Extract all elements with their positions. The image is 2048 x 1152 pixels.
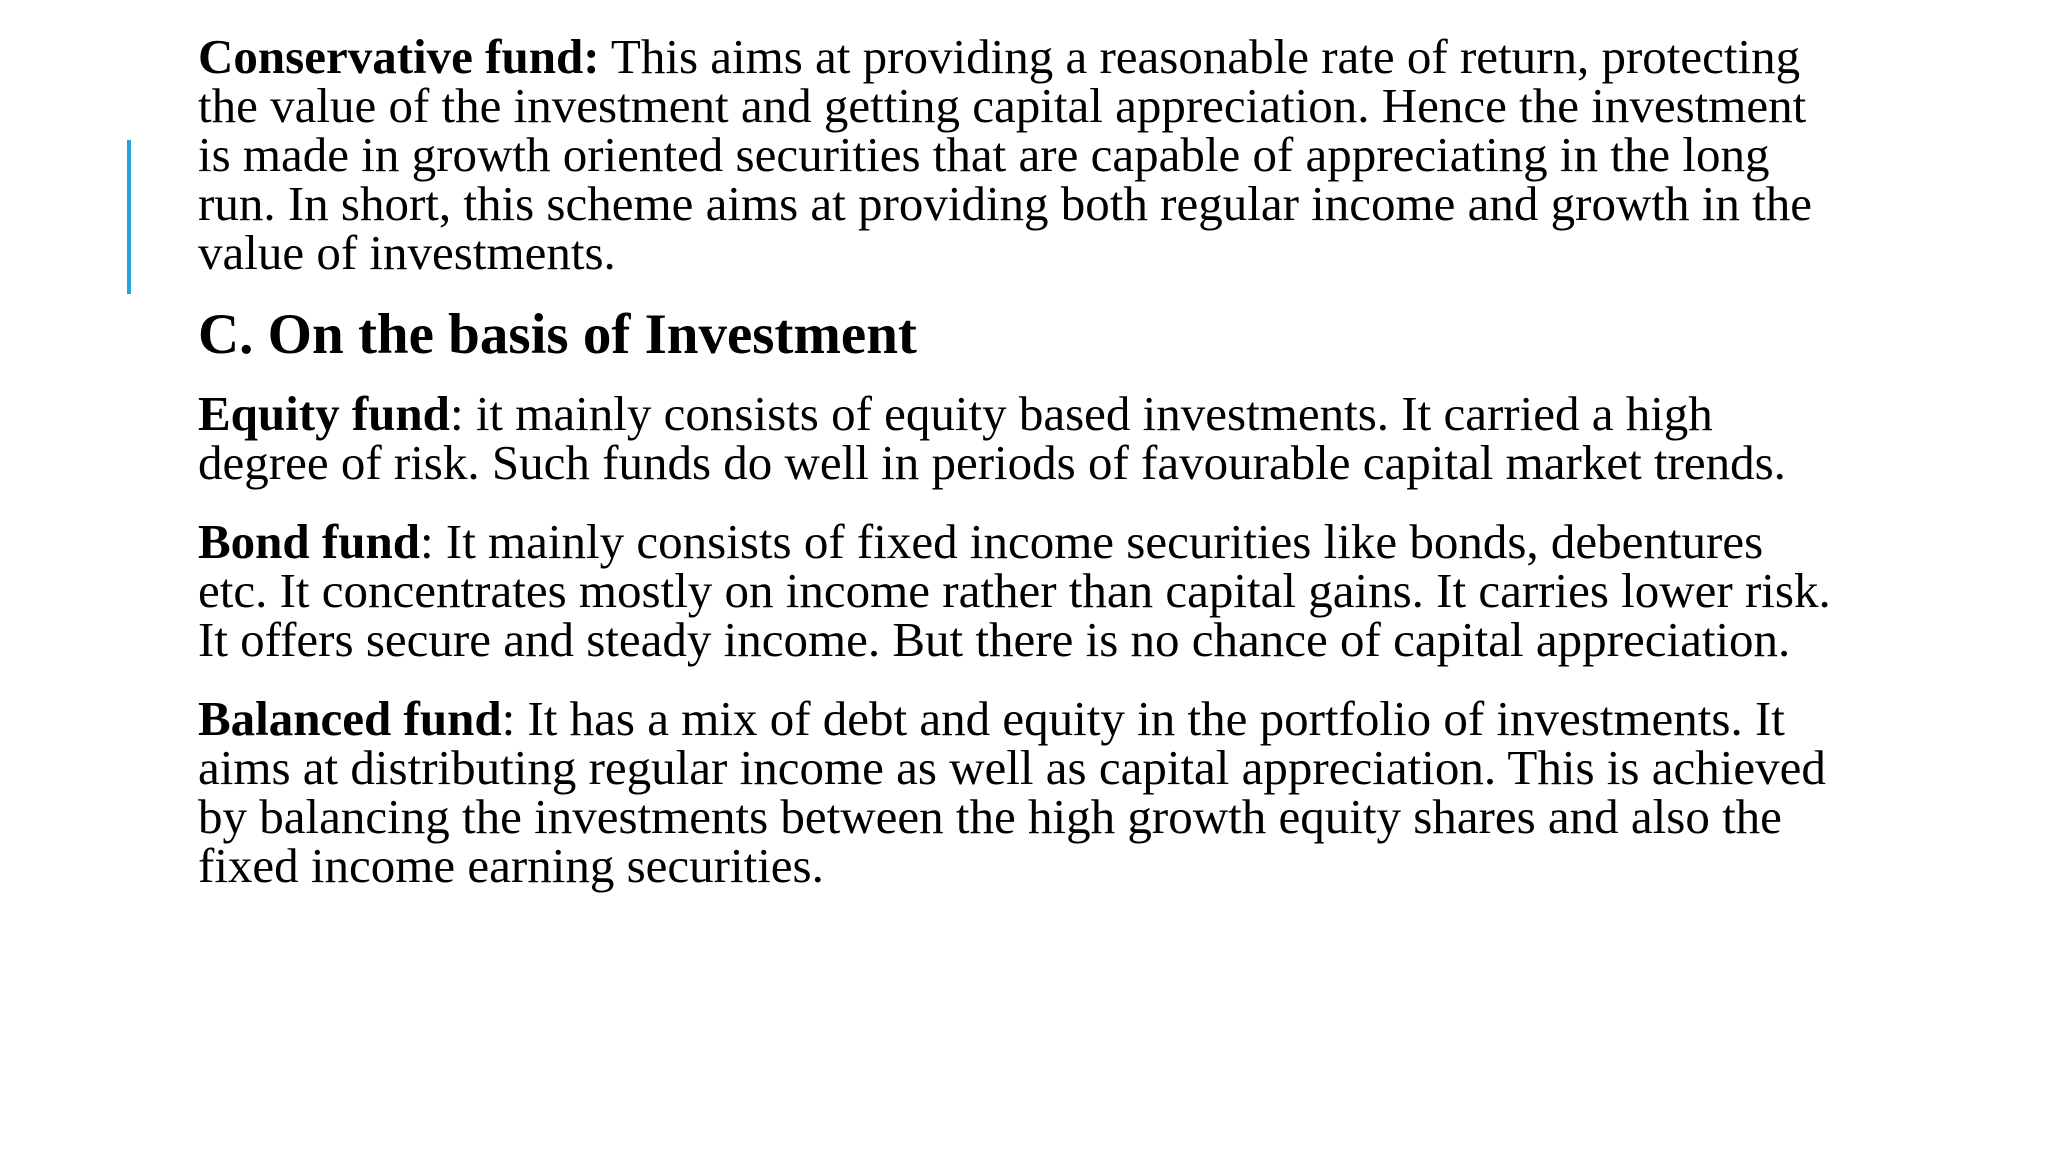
text-equity-fund: : it mainly consists of equity based investments. It carried a high degree of risk. Such funds do well in periods of favourable capital market trends. bbox=[198, 386, 1786, 490]
section-heading: C. On the basis of Investment bbox=[198, 303, 917, 366]
paragraph-balanced-fund bbox=[198, 691, 1838, 893]
term-equity-fund: Equity fund bbox=[198, 386, 450, 441]
text-conservative-fund: This aims at providing a reasonable rate of return, protecting the value of the investment and getting capital appreciation. Hence the investment is made in growth oriented securities that are capable of appreciating in the long run. In short, this scheme aims at providing both regular income and growth in the value of investments. bbox=[198, 29, 1812, 280]
paragraph-equity-fund bbox=[198, 386, 1838, 490]
paragraph-conservative-fund bbox=[198, 29, 1838, 280]
slide-content bbox=[198, 29, 1838, 893]
term-conservative-fund: Conservative fund: bbox=[198, 29, 600, 84]
accent-bar bbox=[127, 140, 131, 294]
term-bond-fund: Bond fund bbox=[198, 514, 421, 569]
text-balanced-fund: : It has a mix of debt and equity in the portfolio of investments. It aims at distributing regular income as well as capital appreciation. This is achieved by balancing the investments between the high growth equity shares and also the fixed income earning securities. bbox=[198, 691, 1826, 893]
paragraph-bond-fund bbox=[198, 514, 1838, 667]
term-balanced-fund: Balanced fund bbox=[198, 691, 502, 746]
text-bond-fund: : It mainly consists of fixed income securities like bonds, debentures etc. It concentrates mostly on income rather than capital gains. It carries lower risk. It offers secure and steady income. But there is no chance of capital appreciation. bbox=[198, 514, 1831, 667]
